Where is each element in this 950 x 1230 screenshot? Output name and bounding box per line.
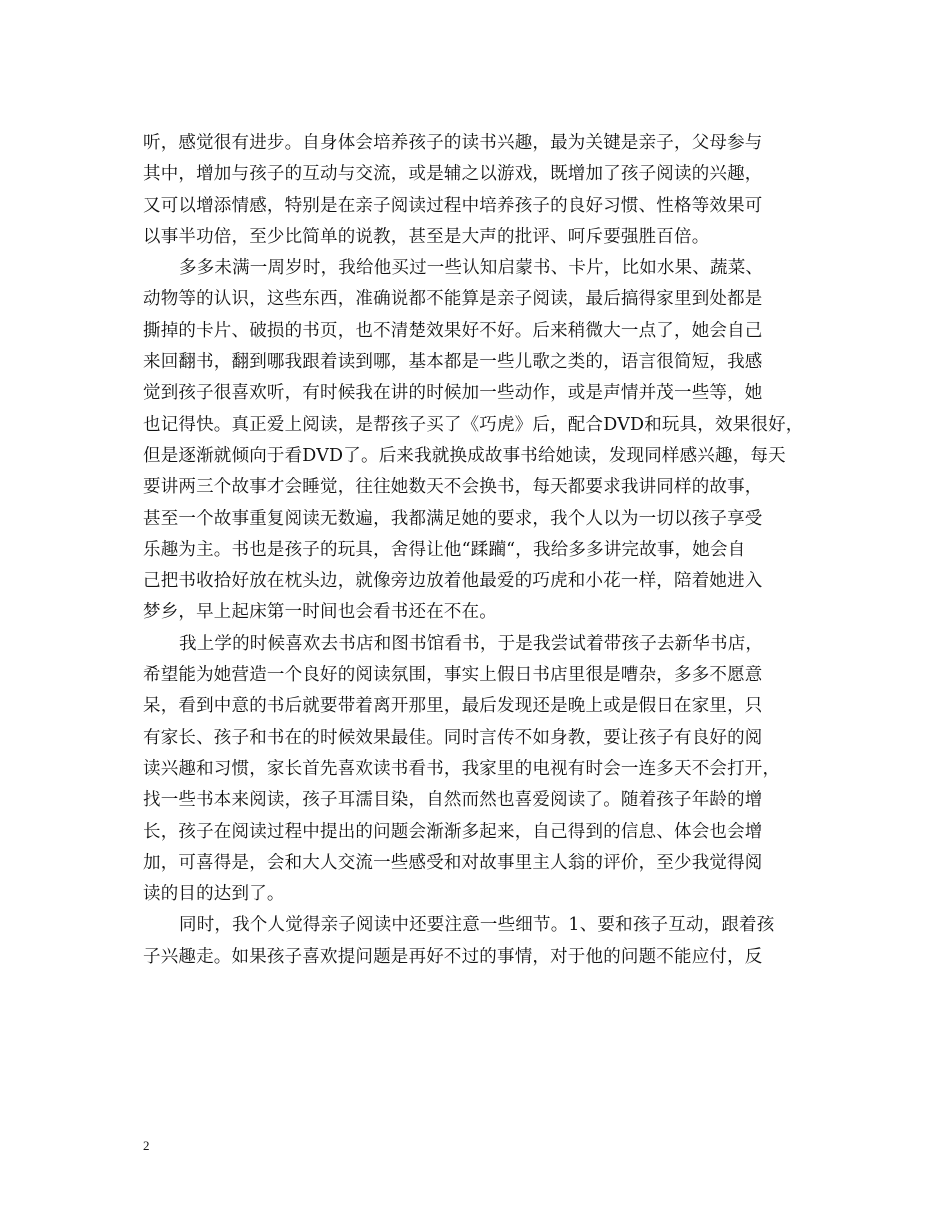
text-line: 己把书收拾好放在枕头边，就像旁边放着他最爱的巧虎和小花一样，陪着她进入 (143, 571, 763, 592)
text-line: 要讲两三个故事才会睡觉，往往她数天不会换书，每天都要求我讲同样的故事， (143, 477, 763, 498)
text-line: 长，孩子在阅读过程中提出的问题会渐渐多起来，自己得到的信息、体会也会增 (143, 821, 763, 842)
text-line: 梦乡，早上起床第一时间也会看书还在不在。 (143, 602, 497, 623)
text-line: 觉到孩子很喜欢听，有时候我在讲的时候加一些动作，或是声情并茂一些等，她 (143, 383, 763, 404)
text-line: 希望能为她营造一个良好的阅读氛围，事实上假日书店里很是嘈杂，多多不愿意 (143, 665, 763, 686)
text-line: 其中，增加与孩子的互动与交流，或是辅之以游戏，既增加了孩子阅读的兴趣， (143, 164, 763, 185)
text-line: 我上学的时候喜欢去书店和图书馆看书，于是我尝试着带孩子去新华书店， (179, 633, 764, 654)
text-line: 又可以增添情感，特别是在亲子阅读过程中培养孩子的良好习惯、性格等效果可 (143, 195, 763, 216)
text-line: 动物等的认识，这些东西，准确说都不能算是亲子阅读，最后搞得家里到处都是 (143, 289, 763, 310)
text-line: 有家长、孩子和书在的时候效果最佳。同时言传不如身教，要让孩子有良好的阅 (143, 727, 763, 748)
text-line: 听，感觉很有进步。自身体会培养孩子的读书兴趣，最为关键是亲子，父母参与 (143, 133, 763, 153)
text-line: 乐趣为主。书也是孩子的玩具，舍得让他“蹂躏“，我给多多讲完故事，她会自 (143, 539, 746, 560)
text-line: 同时，我个人觉得亲子阅读中还要注意一些细节。1、要和孩子互动，跟着孩 (179, 915, 775, 936)
text-line: 甚至一个故事重复阅读无数遍，我都满足她的要求，我个人以为一切以孩子享受 (143, 508, 763, 529)
text-line: 但是逐渐就倾向于看DVD了。后来我就换成故事书给她读，发现同样感兴趣，每天 (143, 445, 786, 466)
text-line: 撕掉的卡片、破损的书页，也不清楚效果好不好。后来稍微大一点了，她会自己 (143, 320, 763, 341)
body-text (143, 128, 843, 973)
text-line: 多多未满一周岁时，我给他买过一些认知启蒙书、卡片，比如水果、蔬菜、 (179, 258, 764, 279)
text-line: 找一些书本来阅读，孩子耳濡目染，自然而然也喜爱阅读了。随着孩子年龄的增 (143, 790, 763, 811)
text-line: 子兴趣走。如果孩子喜欢提问题是再好不过的事情，对于他的问题不能应付，反 (143, 946, 763, 967)
text-line: 读的目的达到了。 (143, 884, 285, 905)
text-line: 读兴趣和习惯，家长首先喜欢读书看书，我家里的电视有时会一连多天不会打开， (143, 758, 781, 779)
text-line: 也记得快。真正爱上阅读，是帮孩子买了《巧虎》后，配合DVD和玩具，效果很好， (143, 414, 804, 435)
text-line: 呆，看到中意的书后就要带着离开那里，最后发现还是晚上或是假日在家里，只 (143, 696, 763, 717)
page-number: 2 (143, 1138, 150, 1153)
text-line: 加，可喜得是，会和大人交流一些感受和对故事里主人翁的评价，至少我觉得阅 (143, 852, 763, 873)
text-line: 以事半功倍，至少比简单的说教，甚至是大声的批评、呵斥要强胜百倍。 (143, 226, 710, 247)
text-line: 来回翻书，翻到哪我跟着读到哪，基本都是一些儿歌之类的，语言很简短，我感 (143, 352, 763, 373)
